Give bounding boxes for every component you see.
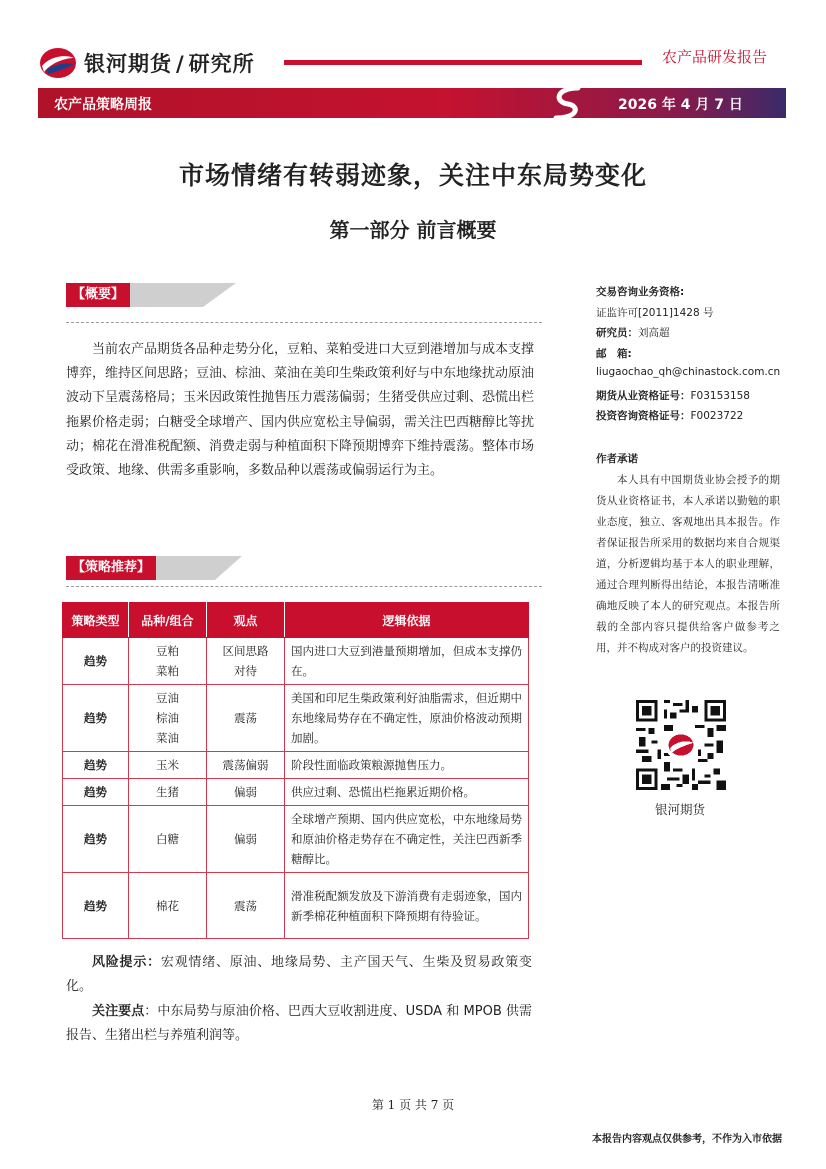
table-row (63, 752, 529, 779)
view-text: 震荡 (234, 711, 257, 725)
summary-tag-label: 【概要】 (66, 283, 130, 307)
strategy-tag-shade (152, 556, 242, 580)
report-title: 市场情绪有转弱迹象，关注中东局势变化 (178, 161, 647, 190)
researcher (596, 325, 670, 340)
view-text: 区间思路 (222, 644, 269, 658)
summary-text: 当前农产品期货各品种走势分化，豆粕、菜粕受进口大豆到港增加与成本支撑博弈，维持区间思路；豆油、棕油、菜油在美印生柴政策利好与中东地缘扰动原油波动下呈震荡格局；玉米因政策性抛售压力震荡偏弱；生猪受供应过剩、恐慌出栏拖累价格走弱；白糖受全球增产、国内供应宽松主导偏弱，需关注巴西糖醇比等扰动；棉花在滑准税配额、消费走弱与种植面积下降预期博弈下维持震荡。整体市场受政策、地缘、供需多重影响，多数品种以震荡或偏弱运行为主。 (66, 342, 535, 479)
table-row (63, 779, 529, 806)
product-name: 生猪 (156, 785, 179, 799)
researcher-label: 研究员： (596, 327, 638, 339)
risk-label: 风险提示： (92, 955, 161, 970)
cell-products (129, 638, 207, 685)
strategy-table (62, 602, 529, 939)
header-strategy-type: 策略类型 (63, 603, 129, 638)
cell-type: 趋势 (63, 806, 129, 873)
cell-products (129, 685, 207, 752)
galaxy-logo-icon (38, 46, 78, 80)
qr-label: 银河期货 (654, 802, 705, 817)
cell-view (207, 685, 285, 752)
cell-type: 趋势 (63, 685, 129, 752)
product-name: 白糖 (156, 832, 179, 846)
logo-dept: 研究所 (188, 52, 255, 76)
view-text: 偏弱 (234, 832, 257, 846)
cell-logic: 阶段性面临政策粮源抛售压力。 (285, 752, 529, 779)
qr-code-icon[interactable] (636, 700, 726, 790)
cell-logic: 滑准税配额发放及下游消费有走弱迹象，国内新季棉花种植面积下降预期有待验证。 (285, 873, 529, 939)
futures-cert-value: F03153158 (690, 390, 750, 402)
header-rule (284, 60, 642, 65)
logo-divider: / (176, 52, 185, 76)
page-number: 第 1 页 共 7 页 (371, 1098, 455, 1112)
cell-type: 趋势 (63, 638, 129, 685)
invest-cert-value: F0023722 (690, 410, 744, 422)
product-name: 豆油 (156, 691, 179, 705)
cell-type: 趋势 (63, 873, 129, 939)
part-title: 第一部分 前言概要 (329, 218, 497, 242)
strategy-divider (66, 586, 542, 587)
focus-label: 关注要点 (92, 1004, 145, 1019)
logo-name: 银河期货 (84, 52, 172, 76)
view-text: 偏弱 (234, 785, 257, 799)
strategy-tag (66, 556, 206, 580)
product-name: 棕油 (156, 711, 179, 725)
header-view: 观点 (207, 603, 285, 638)
strategy-tag-label: 【策略推荐】 (66, 556, 156, 580)
summary-divider (66, 322, 542, 323)
cell-view (207, 779, 285, 806)
qualification-value: 证监许可[2011]1428 号 (596, 307, 714, 319)
cell-products (129, 779, 207, 806)
product-name: 菜粕 (156, 664, 179, 678)
futures-cert (596, 388, 750, 403)
focus-note (66, 1000, 532, 1048)
email-label: 邮 箱: (596, 348, 632, 360)
commitment-title: 作者承诺 (596, 453, 638, 465)
cell-view (207, 873, 285, 939)
invest-cert-label: 投资咨询资格证号： (596, 410, 691, 422)
focus-text: ：中东局势与原油价格、巴西大豆收割进度、USDA 和 MPOB 供需报告、生猪出栏与养殖利润等。 (66, 1004, 532, 1043)
table-row (63, 873, 529, 939)
cell-logic: 美国和印尼生柴政策利好油脂需求，但近期中东地缘局势存在不确定性，原油价格波动预期加剧。 (285, 685, 529, 752)
view-text: 震荡偏弱 (222, 758, 269, 772)
header-logic: 逻辑依据 (285, 603, 529, 638)
cell-products (129, 752, 207, 779)
futures-cert-label: 期货从业资格证号： (596, 390, 691, 402)
cell-type: 趋势 (63, 779, 129, 806)
cell-products (129, 806, 207, 873)
commitment-text: 本人具有中国期货业协会授予的期货从业资格证书，本人承诺以勤勉的职业态度，独立、客观地出具本报告。作者保证报告所采用的数据均来自合规渠道，分析逻辑均基于本人的职业理解，通过合理判断得出结论，本报告清晰准确地反映了本人的研究观点。本报告所载的全部内容只提供给客户做参考之用，并不构成对客户的投资建议。 (596, 474, 780, 654)
table-row (63, 685, 529, 752)
report-series: 农产品策略周报 (54, 97, 152, 113)
risk-note (66, 951, 532, 999)
cell-view (207, 638, 285, 685)
table-row (63, 638, 529, 685)
product-name: 棉花 (156, 898, 179, 913)
qualification-label: 交易咨询业务资格: (596, 286, 685, 298)
cell-logic: 国内进口大豆到港量预期增加，但成本支撑仍在。 (285, 638, 529, 685)
product-name: 玉米 (156, 758, 179, 772)
product-name: 豆粕 (156, 644, 179, 658)
view-text: 对待 (234, 664, 257, 678)
cell-type: 趋势 (63, 752, 129, 779)
invest-cert (596, 408, 743, 423)
summary-tag (66, 283, 206, 307)
report-date: 2026 年 4 月 7 日 (618, 97, 743, 113)
footer-disclaimer: 本报告内容观点仅供参考，不作为入市依据 (592, 1134, 782, 1145)
cell-products (129, 873, 207, 939)
cell-logic: 供应过剩、恐慌出栏拖累近期价格。 (285, 779, 529, 806)
view-text: 震荡 (234, 898, 257, 913)
report-type: 农产品研发报告 (662, 48, 768, 66)
product-name: 菜油 (156, 731, 179, 745)
cell-logic: 全球增产预期、国内供应宽松，中东地缘局势和原油价格走势存在不确定性，关注巴西新季糖醇比。 (285, 806, 529, 873)
table-row (63, 806, 529, 873)
summary-tag-shade (126, 283, 236, 307)
cell-view (207, 752, 285, 779)
cell-view (207, 806, 285, 873)
email-value[interactable]: liugaochao_qh@chinastock.com.cn (596, 366, 781, 378)
swirl-icon (548, 84, 588, 122)
researcher-name: 刘高超 (638, 327, 670, 339)
table-header-row (63, 603, 529, 638)
logo-wordmark (84, 48, 255, 78)
risk-text: 宏观情绪、原油、地缘局势、主产国天气、生柴及贸易政策变化。 (66, 955, 532, 994)
header-product: 品种/组合 (129, 603, 207, 638)
